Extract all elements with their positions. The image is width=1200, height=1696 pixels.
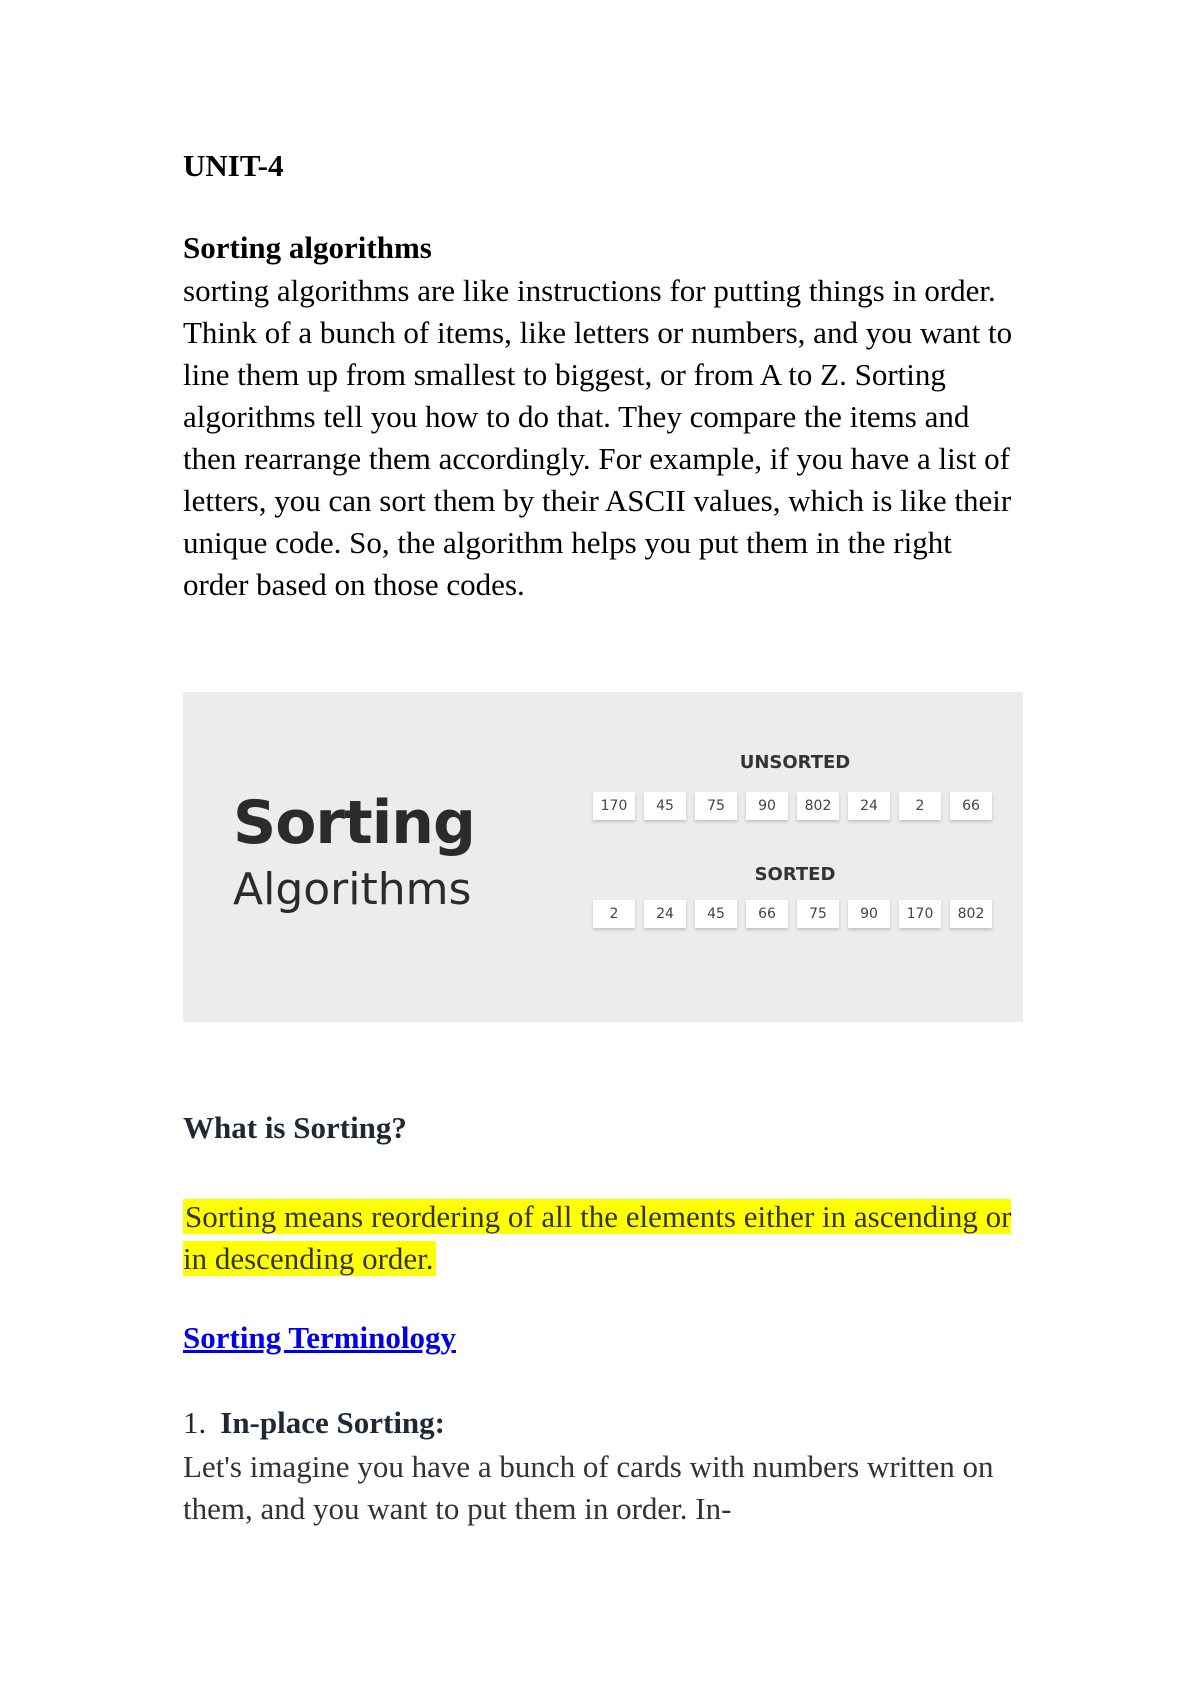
figure-title-line2: Algorithms — [233, 864, 472, 915]
unsorted-cell: 45 — [644, 792, 686, 820]
intro-paragraph: sorting algorithms are like instructions for putting things in order. Think of a bunch of items, like letters or numbers, and you want to line them up from smallest to biggest, or from A to Z. Sorting algorithms tell you how to do that. They compare the items and then rearrange them accordingly. For example, if you have a list of letters, you can sort them by their ASCII values, which is like their unique code. So, the algorithm helps you put them in the right order based on those codes. — [183, 273, 1013, 602]
unit-title: UNIT-4 — [183, 148, 284, 183]
unsorted-cell: 170 — [593, 792, 635, 820]
in-place-sorting-text: Let's imagine you have a bunch of cards with numbers written on them, and you want to put them in order. In- — [183, 1449, 994, 1526]
question-heading: What is Sorting? — [183, 1110, 407, 1145]
sorted-row — [593, 900, 992, 928]
unsorted-cell: 90 — [746, 792, 788, 820]
sorted-cell: 45 — [695, 900, 737, 928]
highlighted-definition: Sorting means reordering of all the elements either in ascending or in descending order. — [183, 1199, 1012, 1276]
unsorted-cell: 24 — [848, 792, 890, 820]
figure-title-line1: Sorting — [233, 788, 475, 858]
sorting-figure — [183, 692, 1023, 1022]
sorted-label: SORTED — [754, 864, 836, 885]
list-item-in-place-sorting — [183, 1405, 445, 1441]
sorted-cell: 24 — [644, 900, 686, 928]
sorted-cell: 802 — [950, 900, 992, 928]
sorting-terminology-link[interactable]: Sorting Terminology — [183, 1320, 457, 1355]
sorted-cell: 170 — [899, 900, 941, 928]
sorted-cell: 2 — [593, 900, 635, 928]
sorted-cell: 75 — [797, 900, 839, 928]
list-number: 1. — [183, 1405, 207, 1440]
unsorted-cell: 2 — [899, 792, 941, 820]
sorted-cell: 90 — [848, 900, 890, 928]
section-title: Sorting algorithms — [183, 230, 432, 265]
unsorted-cell: 66 — [950, 792, 992, 820]
unsorted-label: UNSORTED — [739, 752, 851, 773]
unsorted-cell: 75 — [695, 792, 737, 820]
sorted-cell: 66 — [746, 900, 788, 928]
list-item-label: In-place Sorting: — [220, 1405, 445, 1440]
unsorted-row — [593, 792, 992, 820]
definition-paragraph — [183, 1196, 1023, 1280]
unsorted-cell: 802 — [797, 792, 839, 820]
